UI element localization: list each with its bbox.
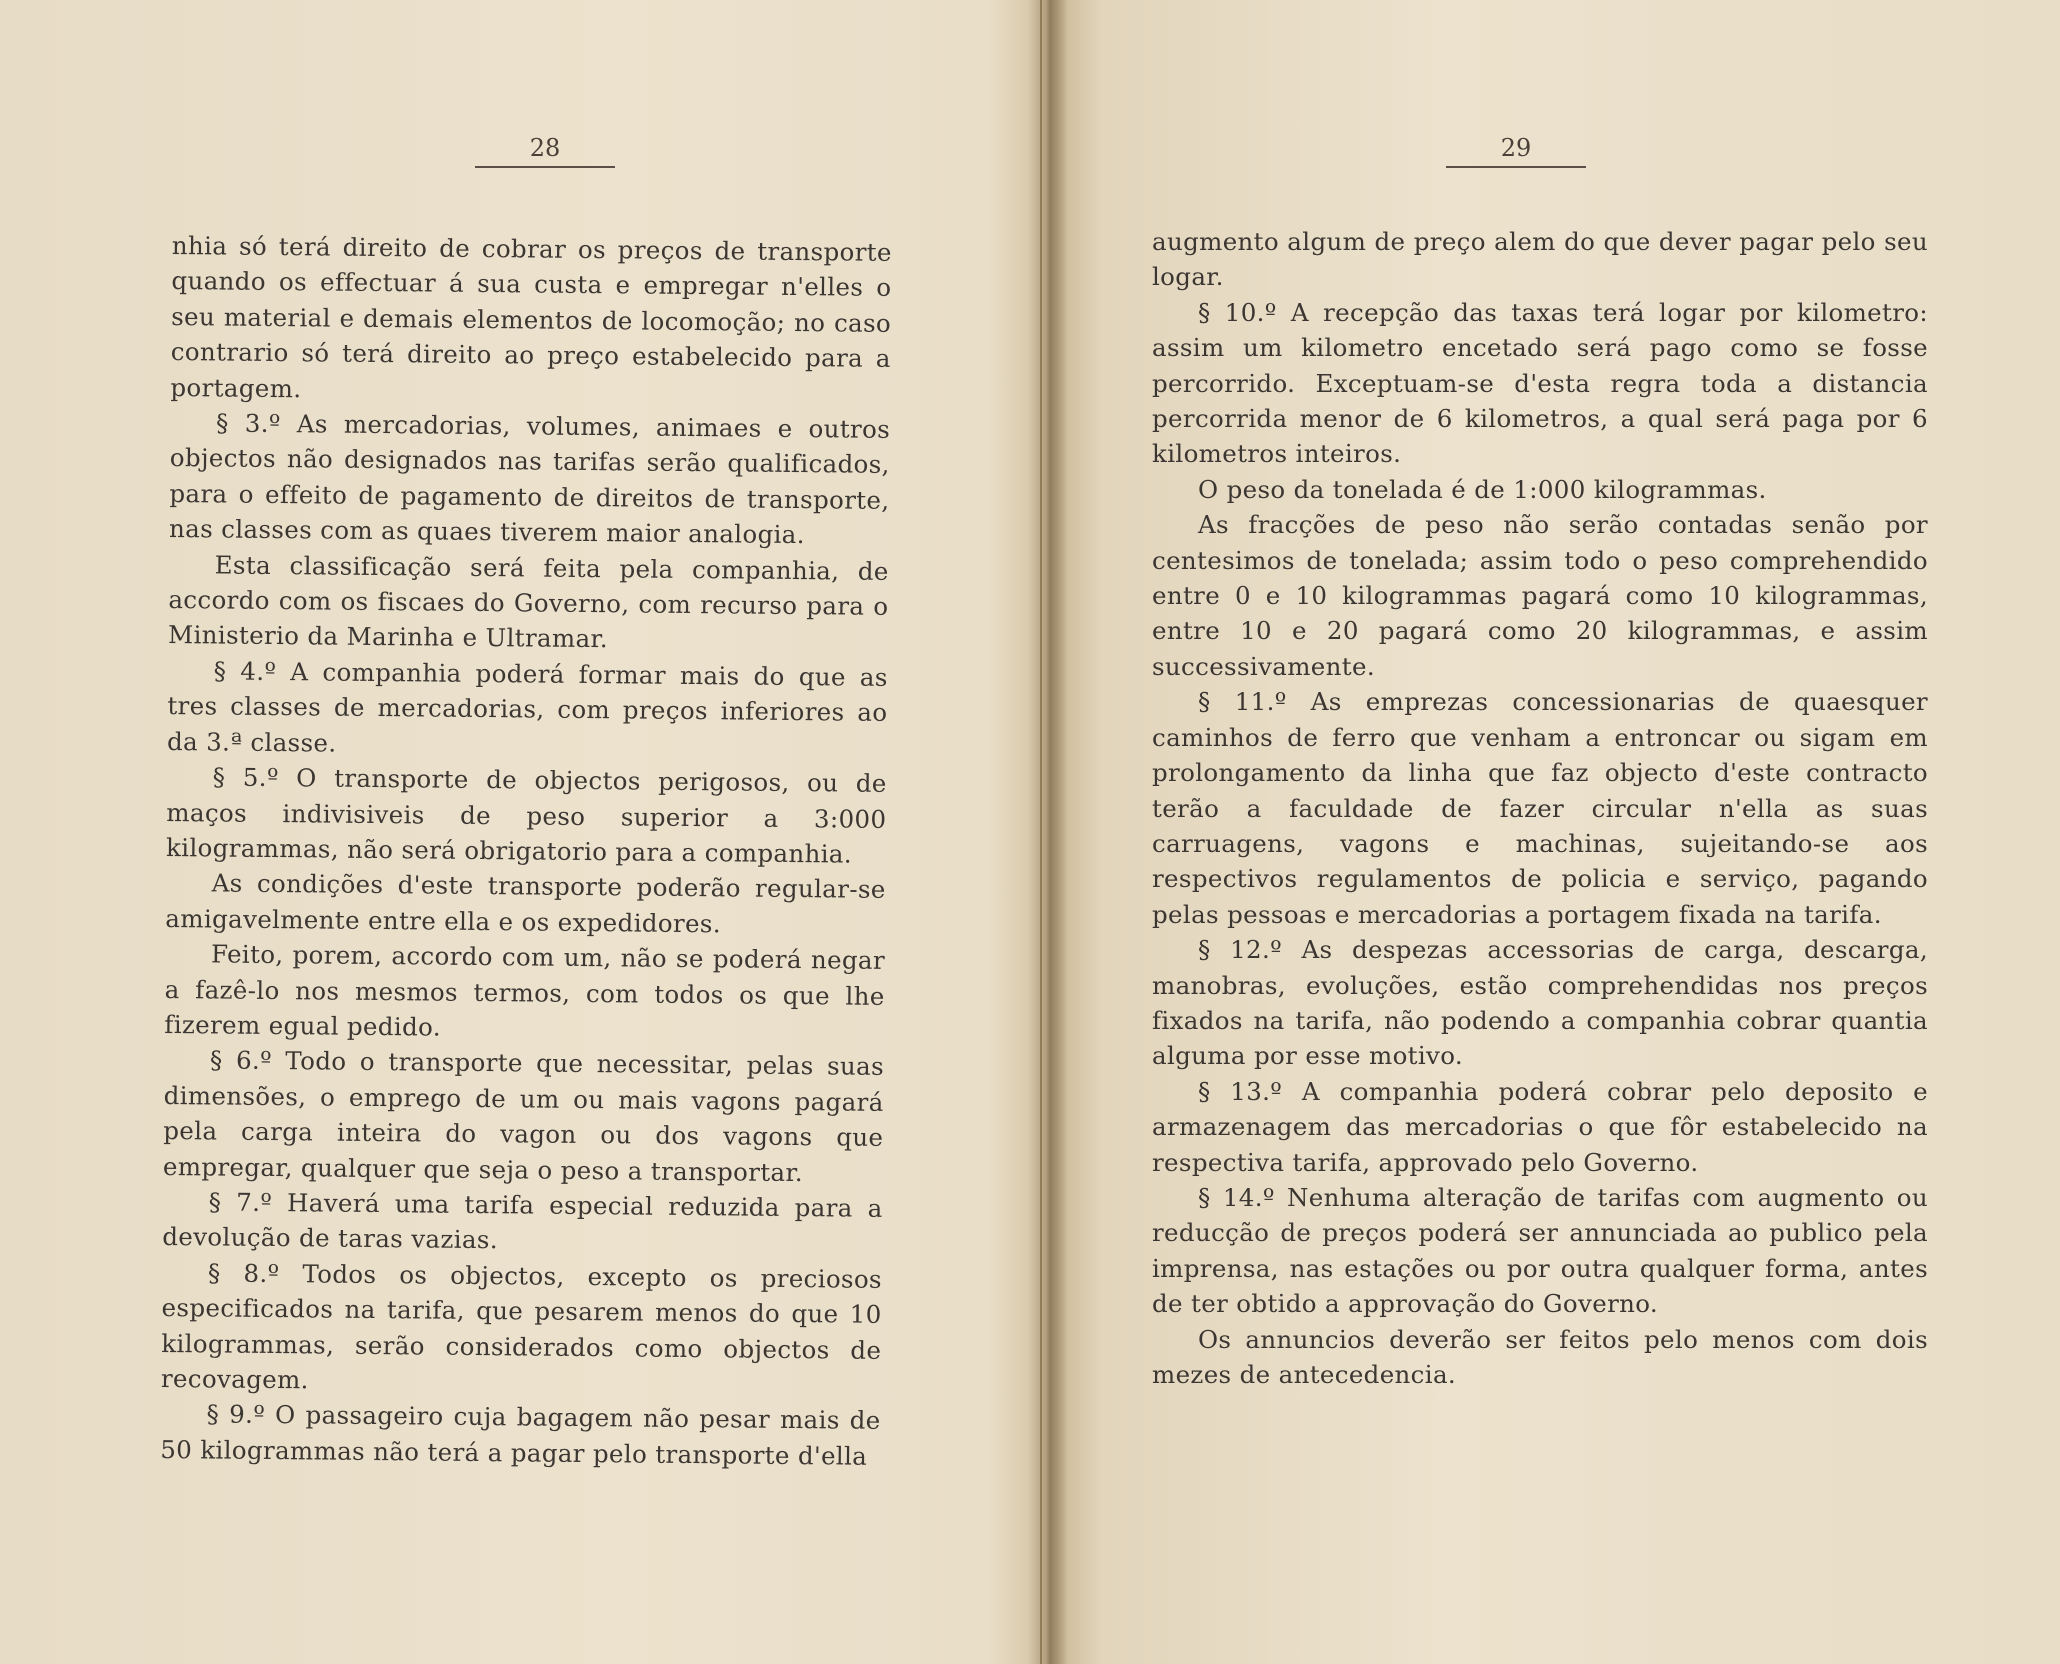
- left-header-rule: [475, 166, 615, 168]
- paragraph: § 3.º As mercadorias, volumes, animaes e outros objectos não designados nas tarifas serão qualificados, para o effeito de pagamento de direitos de transporte, nas classes com as quaes tiverem maior analogia.: [168, 408, 891, 550]
- paragraph: § 12.º As despezas accessorias de carga, descarga, manobras, evoluções, estão comprehendidas nos preços fixados na tarifa, não podendo a companhia cobrar quantia alguma por esse motivo.: [1152, 935, 1928, 1071]
- paragraph: § 4.º A companhia poderá formar mais do que as tres classes de mercadorias, com preços inferiores ao da 3.ª classe.: [166, 656, 888, 758]
- paragraph: augmento algum de preço alem do que dever pagar pelo seu logar.: [1152, 227, 1928, 292]
- paragraph: § 6.º Todo o transporte que necessitar, pelas suas dimensões, o emprego de um ou mais vagons pagará pela carga inteira do vagon ou dos vagons que empregar, qualquer que seja o peso a transportar.: [162, 1045, 885, 1187]
- paragraph: § 11.º As emprezas concessionarias de quaesquer caminhos de ferro que venham a entroncar ou sigam em prolongamento da linha que faz objecto d'este contracto terão a faculdade de fazer circular n'ella as suas carruagens, vagons e machinas, sujeitando-se aos respectivos regulamentos de policia e serviço, pagando pelas pessoas e mercadorias a portagem fixada na tarifa.: [1152, 687, 1928, 929]
- paragraph: § 7.º Haverá uma tarifa especial reduzida para a devolução de taras vazias.: [162, 1187, 883, 1255]
- right-header-rule: [1446, 166, 1586, 168]
- right-page-number-text: 29: [1500, 134, 1532, 162]
- paragraph: O peso da tonelada é de 1:000 kilogrammas.: [1198, 474, 1767, 504]
- left-page-number-text: 28: [529, 134, 561, 162]
- right-page-number: [1441, 134, 1591, 168]
- paragraph: Feito, porem, accordo com um, não se poderá negar a fazê-lo nos mesmos termos, com todos os que lhe fizerem egual pedido.: [164, 939, 886, 1042]
- paragraph: § 8.º Todos os objectos, excepto os preciosos especificados na tarifa, que pesarem menos do que 10 kilogrammas, serão considerados como objectos de recovagem.: [160, 1258, 883, 1395]
- right-page: [1060, 0, 2060, 1664]
- paragraph: § 14.º Nenhuma alteração de tarifas com augmento ou reducção de preços poderá ser annunciada ao publico pela imprensa, nas estações ou por outra qualquer forma, antes de ter obtido a approvação do Governo.: [1152, 1182, 1928, 1319]
- paragraph: As condições d'este transporte poderão regular-se amigavelmente entre ella e os expedidores.: [165, 868, 886, 939]
- paragraph: § 9.º O passageiro cuja bagagem não pesar mais de 50 kilogrammas não terá a pagar pelo transporte d'ella: [160, 1399, 881, 1471]
- paragraph: Os annuncios deverão ser feitos pelo menos com dois mezes de antecedencia.: [1152, 1324, 1928, 1389]
- paragraph: nhia só terá direito de cobrar os preços de transporte quando os effectuar á sua custa e empregar n'elles o seu material e demais elementos de locomoção; no caso contrario só terá direito ao preço estabelecido para a portagem.: [170, 230, 892, 403]
- paragraph: § 5.º O transporte de objectos perigosos, ou de maços indivisiveis de peso superior a 3:000 kilogrammas, não será obrigatorio para a companhia.: [165, 762, 887, 869]
- right-page-text: [1152, 224, 1928, 1392]
- paragraph: As fracções de peso não serão contadas senão por centesimos de tonelada; assim todo o peso comprehendido entre 0 e 10 kilogrammas pagará como 10 kilogrammas, entre 10 e 20 pagará como 20 kilogrammas, e assim successivamente.: [1152, 510, 1928, 681]
- left-page-number: [470, 134, 620, 168]
- gutter-fold: [1040, 0, 1042, 1664]
- left-page-text: [160, 228, 892, 1474]
- paragraph: § 13.º A companhia poderá cobrar pelo deposito e armazenagem das mercadorias o que fôr estabelecido na respectiva tarifa, approvado pelo Governo.: [1152, 1076, 1928, 1177]
- paragraph: § 10.º A recepção das taxas terá logar por kilometro: assim um kilometro encetado será pago como se fosse percorrido. Exceptuam-se d'esta regra toda a distancia percorrida menor de 6 kilometros, a qual será paga por 6 kilometros inteiros.: [1152, 297, 1928, 469]
- paragraph: Esta classificação será feita pela companhia, de accordo com os fiscaes do Governo, com recurso para o Ministerio da Marinha e Ultramar.: [167, 550, 889, 654]
